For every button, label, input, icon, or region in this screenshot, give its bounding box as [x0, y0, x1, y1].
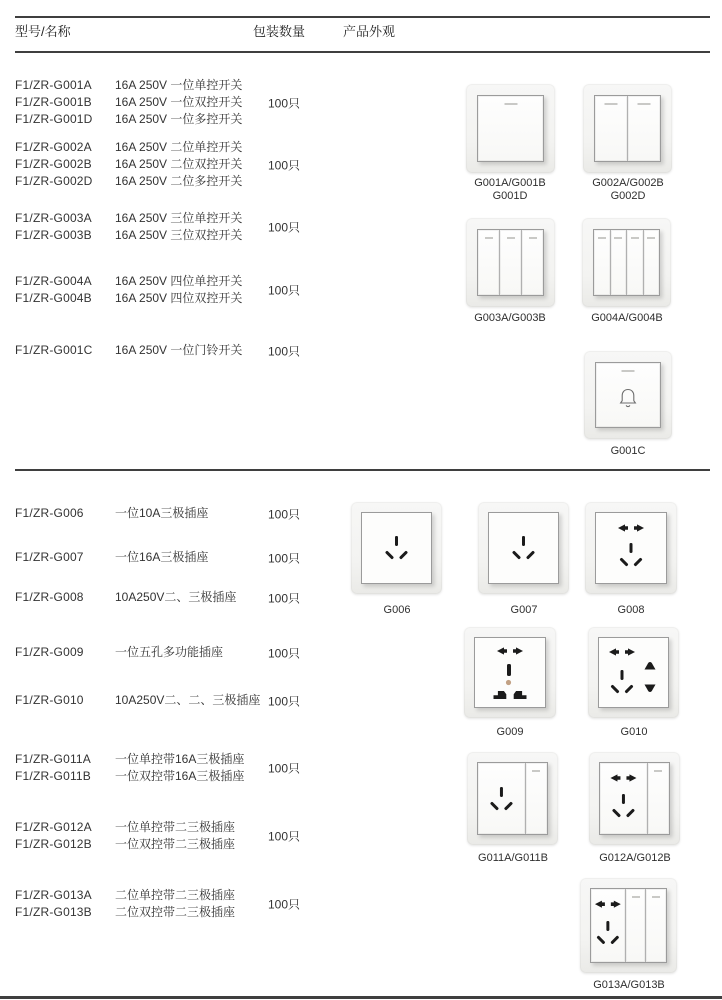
doorbell-rocker	[596, 363, 660, 427]
pack-quantity: 100只	[268, 646, 301, 660]
socket-switch-panel	[477, 762, 548, 835]
switch-panel	[477, 95, 544, 162]
product-figure-g002	[583, 84, 672, 173]
figure-label-line: G012A/G012B	[599, 852, 671, 864]
socket-panel	[361, 512, 432, 584]
header-rule-bottom	[15, 51, 710, 53]
figure-label	[574, 726, 694, 739]
socket-switch-panel	[590, 888, 667, 963]
model-code: F1/ZR-G011A	[15, 752, 91, 766]
rocker-indicator-dash-icon	[622, 370, 635, 372]
switch-rocker	[626, 230, 643, 295]
figure-label-line: G003A/G003B	[474, 312, 546, 324]
pack-quantity: 100只	[268, 220, 301, 235]
figure-label-line: G001C	[610, 445, 646, 457]
rocker-indicator-dash-icon	[652, 896, 660, 898]
model-code: F1/ZR-G012B	[15, 837, 92, 851]
switch-rocker	[478, 230, 499, 295]
switch-rocker	[645, 889, 666, 962]
product-figure-g001c	[584, 351, 672, 439]
switch-rocker	[647, 763, 669, 834]
figure-label-line: G002D	[610, 190, 646, 202]
product-figure-g012	[589, 752, 680, 845]
figure-label	[453, 852, 573, 865]
switch-panel	[594, 95, 661, 162]
product-group-g002	[15, 139, 445, 190]
product-group-g001	[15, 77, 445, 128]
model-code: F1/ZR-G003A	[15, 211, 92, 225]
figure-label	[450, 312, 570, 325]
product-group-g003	[15, 210, 445, 244]
model-code: F1/ZR-G006	[15, 506, 84, 520]
rocker-indicator-dash-icon	[614, 237, 622, 239]
figure-label	[575, 852, 695, 865]
product-description: 16A 250V 二位单控开关	[115, 140, 243, 154]
product-figure-g006	[351, 502, 442, 594]
rocker-indicator-dash-icon	[647, 237, 655, 239]
product-description: 一位双控带二三极插座	[115, 837, 236, 851]
product-figure-g013	[580, 878, 677, 973]
pack-quantity: 100只	[268, 591, 301, 605]
product-description: 16A 250V 四位单控开关	[115, 274, 243, 288]
product-group-g009	[15, 644, 445, 661]
socket-panel	[598, 637, 669, 708]
product-figure-g001	[466, 84, 555, 173]
switch-rocker	[499, 230, 521, 295]
model-code: F1/ZR-G001D	[15, 112, 93, 126]
product-figure-g007	[478, 502, 569, 594]
switch-rocker	[595, 96, 627, 161]
product-description: 16A 250V 三位双控开关	[115, 228, 243, 242]
pack-quantity: 100只	[268, 897, 301, 912]
model-code: F1/ZR-G007	[15, 550, 84, 564]
product-description: 16A 250V 二位多控开关	[115, 174, 243, 188]
rocker-indicator-dash-icon	[605, 103, 618, 105]
section-divider	[15, 469, 710, 471]
product-figure-g003	[466, 218, 555, 307]
model-code: F1/ZR-G012A	[15, 820, 92, 834]
switch-rocker	[625, 889, 646, 962]
rocker-indicator-dash-icon	[631, 237, 639, 239]
product-group-g004	[15, 273, 445, 307]
figure-label	[567, 312, 687, 325]
rocker-indicator-dash-icon	[638, 103, 651, 105]
figure-label	[571, 604, 691, 617]
switch-panel	[593, 229, 660, 296]
product-figure-g004	[582, 218, 671, 307]
figure-label	[568, 177, 688, 203]
three-pin-socket-holes-icon	[362, 513, 431, 583]
figure-label-line: G009	[496, 726, 524, 738]
three-pin-socket-holes-icon	[478, 763, 525, 834]
figure-label	[568, 445, 688, 458]
product-description: 一位双控带16A三极插座	[115, 769, 245, 783]
pack-quantity: 100只	[268, 158, 301, 172]
rocker-indicator-dash-icon	[529, 237, 537, 239]
rocker-indicator-dash-icon	[598, 237, 606, 239]
model-code: F1/ZR-G009	[15, 645, 84, 659]
figure-label-line: G004A/G004B	[591, 312, 663, 324]
pack-quantity: 100只	[268, 96, 301, 110]
switch-rocker	[525, 763, 547, 834]
figure-label	[450, 177, 570, 203]
figure-label	[569, 979, 689, 992]
product-group-g011	[15, 751, 445, 785]
product-description: 16A 250V 一位门铃开关	[115, 343, 243, 357]
figure-label-line: G013A/G013B	[593, 979, 665, 991]
product-figure-g010	[588, 627, 679, 718]
model-code: F1/ZR-G004A	[15, 274, 92, 288]
column-model-header: 型号/名称	[15, 24, 71, 39]
socket-switch-panel	[599, 762, 670, 835]
pack-quantity: 100只	[268, 694, 301, 708]
product-group-g001c	[15, 342, 445, 359]
model-code: F1/ZR-G008	[15, 590, 84, 604]
model-code: F1/ZR-G002B	[15, 157, 92, 171]
product-description: 10A250V二、二、三极插座	[115, 693, 261, 707]
figure-label-line: G001A/G001B	[474, 177, 546, 189]
socket-area	[591, 889, 625, 962]
switch-rocker	[521, 230, 543, 295]
figure-label-line: G001D	[492, 190, 528, 202]
three-pin-socket-holes-icon	[489, 513, 558, 583]
model-code: F1/ZR-G003B	[15, 228, 92, 242]
switch-panel	[595, 362, 661, 428]
rocker-indicator-dash-icon	[504, 103, 517, 105]
product-figure-g011	[467, 752, 558, 845]
switch-rocker	[594, 230, 610, 295]
product-description: 一位16A三极插座	[115, 550, 209, 564]
product-description: 一位单控带二三极插座	[115, 820, 236, 834]
product-description: 二位双控带二三极插座	[115, 905, 236, 919]
figure-label-line: G007	[510, 604, 538, 616]
product-description: 16A 250V 一位双控开关	[115, 95, 243, 109]
socket-panel	[595, 512, 667, 584]
rocker-indicator-dash-icon	[532, 770, 540, 772]
product-description: 一位单控带16A三极插座	[115, 752, 245, 766]
pack-quantity: 100只	[268, 507, 301, 521]
switch-panel	[477, 229, 544, 296]
rocker-indicator-dash-icon	[654, 770, 662, 772]
doorbell-bell-icon	[616, 385, 640, 411]
figure-label-line: G006	[383, 604, 411, 616]
header-rule-top	[15, 16, 710, 18]
rocker-indicator-dash-icon	[507, 237, 515, 239]
model-code: F1/ZR-G013B	[15, 905, 92, 919]
pack-quantity: 100只	[268, 344, 301, 358]
product-description: 二位单控带二三极插座	[115, 888, 236, 902]
figure-label-line: G002A/G002B	[592, 177, 664, 189]
multifunction-socket-holes-icon	[475, 638, 545, 707]
figure-label-line: G011A/G011B	[478, 852, 548, 864]
pack-quantity: 100只	[268, 761, 301, 776]
product-description: 16A 250V 一位单控开关	[115, 78, 243, 92]
five-hole-socket-holes-icon	[591, 889, 625, 962]
model-code: F1/ZR-G002D	[15, 174, 93, 188]
product-description: 一位五孔多功能插座	[115, 645, 224, 659]
product-group-g013	[15, 887, 445, 921]
model-code: F1/ZR-G001C	[15, 343, 93, 357]
pack-quantity: 100只	[268, 551, 301, 565]
model-code: F1/ZR-G002A	[15, 140, 92, 154]
figure-label	[450, 726, 570, 739]
product-description: 16A 250V 二位双控开关	[115, 157, 243, 171]
figure-label	[464, 604, 584, 617]
socket-panel	[474, 637, 546, 708]
product-description: 16A 250V 三位单控开关	[115, 211, 243, 225]
seven-hole-socket-holes-icon	[599, 638, 668, 707]
column-qty-header: 包装数量	[253, 24, 306, 39]
model-code: F1/ZR-G011B	[15, 769, 91, 783]
pack-quantity: 100只	[268, 283, 301, 298]
socket-area	[478, 763, 525, 834]
product-figure-g009	[464, 627, 556, 718]
five-hole-socket-holes-icon	[600, 763, 647, 834]
column-appearance-header: 产品外观	[343, 24, 396, 39]
model-code: F1/ZR-G010	[15, 693, 84, 707]
rocker-indicator-dash-icon	[485, 237, 493, 239]
product-group-g012	[15, 819, 445, 853]
product-group-g010	[15, 692, 445, 709]
product-description: 10A250V二、三极插座	[115, 590, 237, 604]
socket-area	[600, 763, 647, 834]
product-description: 16A 250V 一位多控开关	[115, 112, 243, 126]
switch-rocker	[610, 230, 627, 295]
product-description: 一位10A三极插座	[115, 506, 209, 520]
product-figure-g008	[585, 502, 677, 594]
socket-panel	[488, 512, 559, 584]
model-code: F1/ZR-G001A	[15, 78, 92, 92]
model-code: F1/ZR-G013A	[15, 888, 92, 902]
figure-label-line: G008	[617, 604, 645, 616]
model-code: F1/ZR-G004B	[15, 291, 92, 305]
switch-rocker	[478, 96, 543, 161]
bottom-rule	[0, 996, 722, 999]
product-description: 16A 250V 四位双控开关	[115, 291, 243, 305]
figure-label	[337, 604, 457, 617]
figure-label-line: G010	[620, 726, 648, 738]
pack-quantity: 100只	[268, 829, 301, 844]
five-hole-socket-holes-icon	[596, 513, 666, 583]
model-code: F1/ZR-G001B	[15, 95, 92, 109]
switch-rocker	[643, 230, 660, 295]
rocker-indicator-dash-icon	[632, 896, 640, 898]
switch-rocker	[627, 96, 660, 161]
